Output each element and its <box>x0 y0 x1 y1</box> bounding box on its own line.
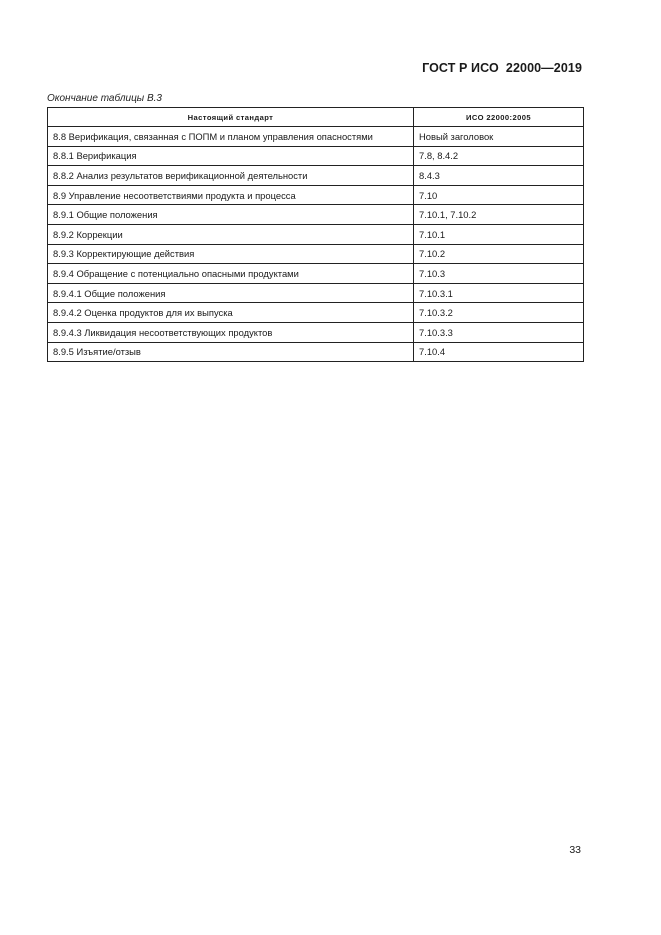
cell-iso-reference: 8.4.3 <box>414 166 584 186</box>
cell-clause: 8.8 Верификация, связанная с ПОПМ и планом управления опасностями <box>48 127 414 147</box>
cell-iso-reference: 7.10.1, 7.10.2 <box>414 205 584 225</box>
correspondence-table <box>47 107 584 362</box>
table-row <box>48 244 584 264</box>
document-header-title: ГОСТ Р ИСО 22000—2019 <box>422 61 582 75</box>
cell-clause: 8.9.4.1 Общие положения <box>48 283 414 303</box>
cell-clause: 8.9.4 Обращение с потенциально опасными продуктами <box>48 264 414 284</box>
cell-clause: 8.9.3 Корректирующие действия <box>48 244 414 264</box>
cell-clause: 8.9 Управление несоответствиями продукта и процесса <box>48 185 414 205</box>
cell-clause: 8.9.1 Общие положения <box>48 205 414 225</box>
table-caption: Окончание таблицы В.3 <box>47 93 162 104</box>
cell-clause: 8.8.2 Анализ результатов верификационной деятельности <box>48 166 414 186</box>
cell-clause: 8.9.4.2 Оценка продуктов для их выпуска <box>48 303 414 323</box>
cell-iso-reference: 7.10.3.1 <box>414 283 584 303</box>
column-header-iso-2005: ИСО 22000:2005 <box>414 108 584 127</box>
table-row <box>48 264 584 284</box>
cell-clause: 8.9.2 Коррекции <box>48 224 414 244</box>
cell-iso-reference: Новый заголовок <box>414 127 584 147</box>
table-row <box>48 185 584 205</box>
table-row <box>48 205 584 225</box>
table-row <box>48 127 584 147</box>
cell-iso-reference: 7.10.2 <box>414 244 584 264</box>
cell-iso-reference: 7.10.4 <box>414 342 584 362</box>
cell-iso-reference: 7.10.3 <box>414 264 584 284</box>
cell-iso-reference: 7.10.1 <box>414 224 584 244</box>
cell-iso-reference: 7.10.3.2 <box>414 303 584 323</box>
page-number: 33 <box>569 844 581 856</box>
table-row <box>48 166 584 186</box>
cell-iso-reference: 7.10 <box>414 185 584 205</box>
table-row <box>48 224 584 244</box>
table-row <box>48 303 584 323</box>
cell-iso-reference: 7.8, 8.4.2 <box>414 146 584 166</box>
table-header-row <box>48 108 584 127</box>
table-row <box>48 283 584 303</box>
cell-clause: 8.9.5 Изъятие/отзыв <box>48 342 414 362</box>
table-row <box>48 342 584 362</box>
cell-iso-reference: 7.10.3.3 <box>414 322 584 342</box>
table-row <box>48 146 584 166</box>
column-header-this-standard: Настоящий стандарт <box>48 108 414 127</box>
cell-clause: 8.8.1 Верификация <box>48 146 414 166</box>
cell-clause: 8.9.4.3 Ликвидация несоответствующих продуктов <box>48 322 414 342</box>
table-row <box>48 322 584 342</box>
